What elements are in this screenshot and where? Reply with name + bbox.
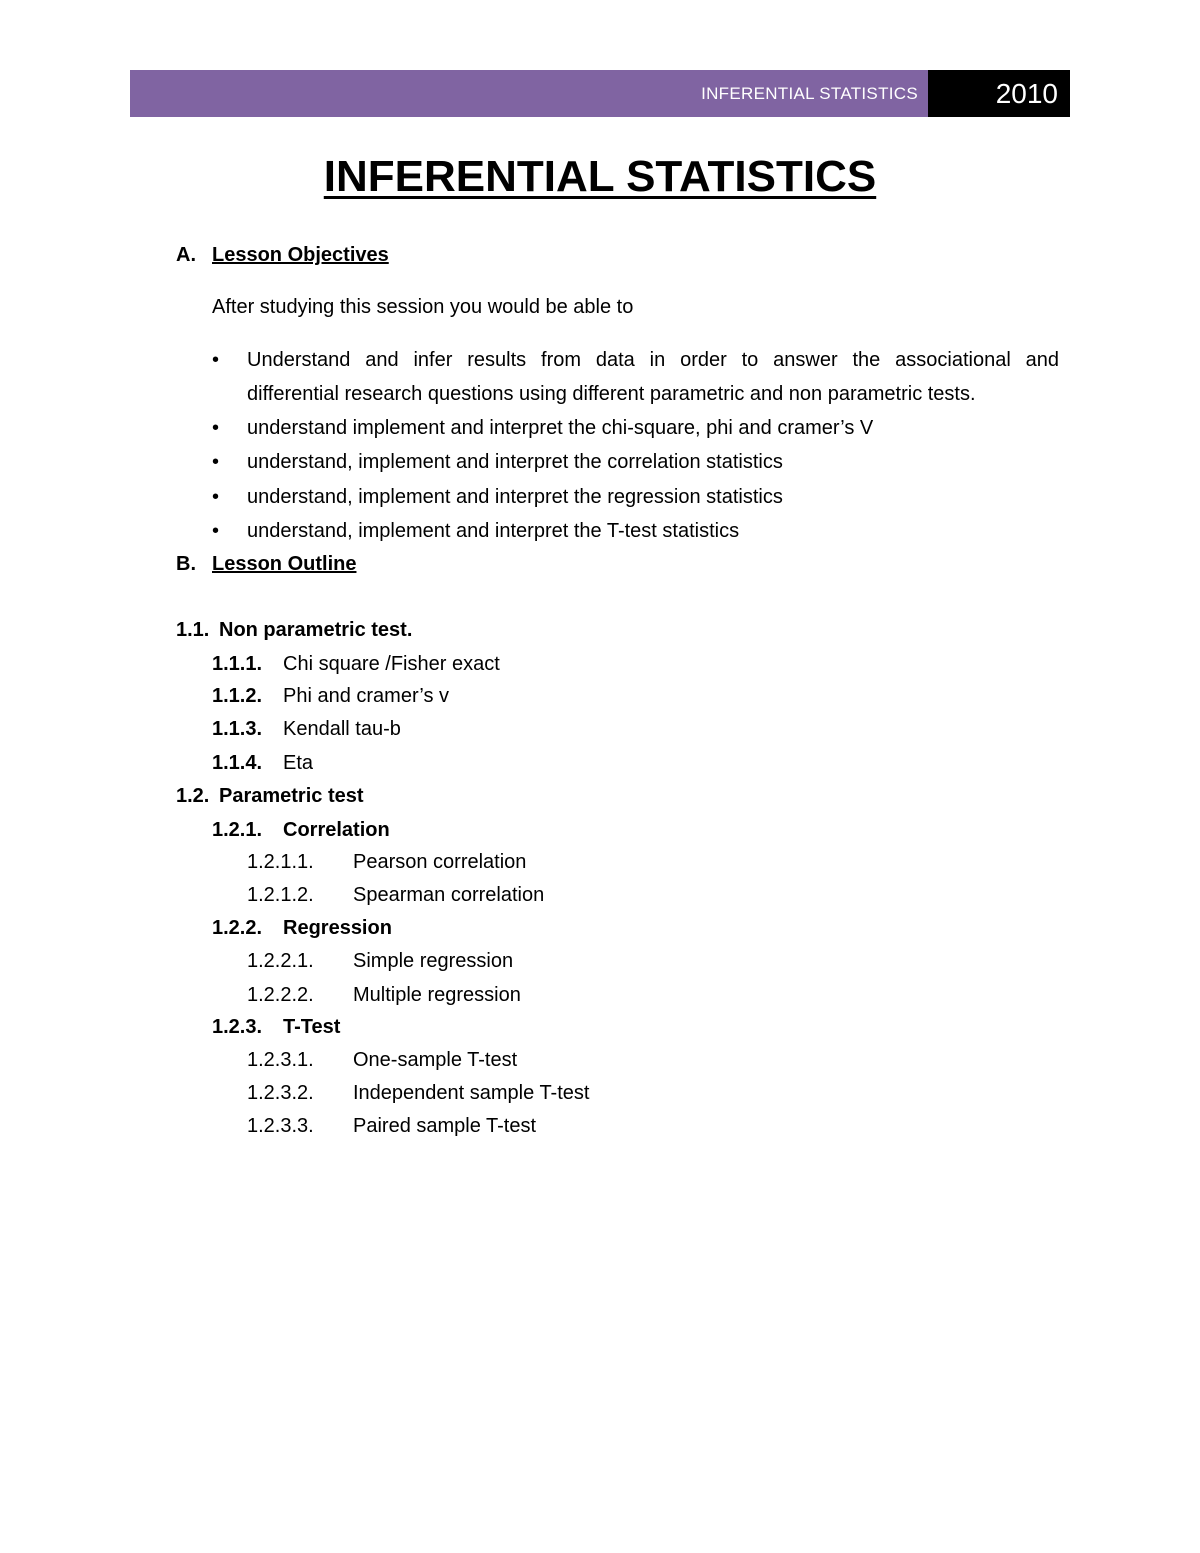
bullet-icon: • bbox=[212, 417, 220, 439]
bullet-icon: • bbox=[212, 486, 220, 508]
outline-item-1-1-3: Kendall tau-b bbox=[283, 718, 401, 740]
objective-item-3: understand, implement and interpret the correlation statistics bbox=[247, 451, 783, 473]
objective-item-1-line-2: differential research questions using different parametric and non parametric tests. bbox=[247, 383, 976, 405]
outline-item-1-1: Non parametric test. bbox=[219, 619, 413, 641]
outline-number-1-2-2-2: 1.2.2.2. bbox=[247, 984, 314, 1006]
outline-number-1-1-2: 1.1.2. bbox=[212, 685, 263, 707]
outline-item-1-1-2: Phi and cramer’s v bbox=[283, 685, 449, 707]
objective-item-1-line-1: Understand and infer results from data in order to answer the associational and bbox=[247, 349, 1059, 371]
outline-item-1-2-3: T-Test bbox=[283, 1016, 341, 1038]
section-b-letter: B. bbox=[176, 553, 196, 575]
outline-number-1-2-3-1: 1.2.3.1. bbox=[247, 1049, 314, 1071]
outline-number-1-2-2-1: 1.2.2.1. bbox=[247, 950, 314, 972]
outline-number-1-1: 1.1. bbox=[176, 619, 210, 641]
outline-number-1-1-4: 1.1.4. bbox=[212, 752, 263, 774]
outline-item-1-2-1: Correlation bbox=[283, 819, 390, 841]
outline-item-1-1-1: Chi square /Fisher exact bbox=[283, 653, 500, 675]
outline-number-1-2-3-2: 1.2.3.2. bbox=[247, 1082, 314, 1104]
section-a-heading: Lesson Objectives bbox=[212, 244, 389, 266]
outline-number-1-2-3: 1.2.3. bbox=[212, 1016, 263, 1038]
bullet-icon: • bbox=[212, 451, 220, 473]
section-a-letter: A. bbox=[176, 244, 196, 266]
outline-item-1-2-2-2: Multiple regression bbox=[353, 984, 521, 1006]
header-label: INFERENTIAL STATISTICS bbox=[701, 84, 918, 103]
outline-number-1-2-1-2: 1.2.1.2. bbox=[247, 884, 314, 906]
outline-item-1-2-3-3: Paired sample T-test bbox=[353, 1115, 537, 1137]
outline-item-1-2-1-2: Spearman correlation bbox=[353, 884, 545, 906]
outline-number-1-2: 1.2. bbox=[176, 785, 210, 807]
outline-number-1-1-1: 1.1.1. bbox=[212, 653, 263, 675]
outline-item-1-2-3-1: One-sample T-test bbox=[353, 1049, 518, 1071]
section-b-heading: Lesson Outline bbox=[212, 553, 357, 575]
objective-item-2: understand implement and interpret the chi-square, phi and cramer’s V bbox=[247, 417, 874, 439]
outline-item-1-2-2: Regression bbox=[283, 917, 392, 939]
objective-item-5: understand, implement and interpret the T-test statistics bbox=[247, 520, 740, 542]
header-bar bbox=[130, 70, 928, 117]
outline-item-1-1-4: Eta bbox=[283, 752, 314, 774]
outline-item-1-2-1-1: Pearson correlation bbox=[353, 851, 527, 873]
outline-item-1-2-2-1: Simple regression bbox=[353, 950, 514, 972]
outline-item-1-2: Parametric test bbox=[219, 785, 364, 807]
page-title: INFERENTIAL STATISTICS bbox=[323, 152, 877, 201]
outline-item-1-2-3-2: Independent sample T-test bbox=[353, 1082, 590, 1104]
outline-number-1-2-1-1: 1.2.1.1. bbox=[247, 851, 314, 873]
outline-number-1-2-2: 1.2.2. bbox=[212, 917, 263, 939]
bullet-icon: • bbox=[212, 349, 220, 371]
objectives-intro: After studying this session you would be able to bbox=[212, 296, 634, 318]
header-year: 2010 bbox=[928, 70, 1070, 117]
objective-item-4: understand, implement and interpret the regression statistics bbox=[247, 486, 783, 508]
outline-number-1-2-1: 1.2.1. bbox=[212, 819, 263, 841]
outline-number-1-2-3-3: 1.2.3.3. bbox=[247, 1115, 314, 1137]
outline-number-1-1-3: 1.1.3. bbox=[212, 718, 263, 740]
bullet-icon: • bbox=[212, 520, 220, 542]
